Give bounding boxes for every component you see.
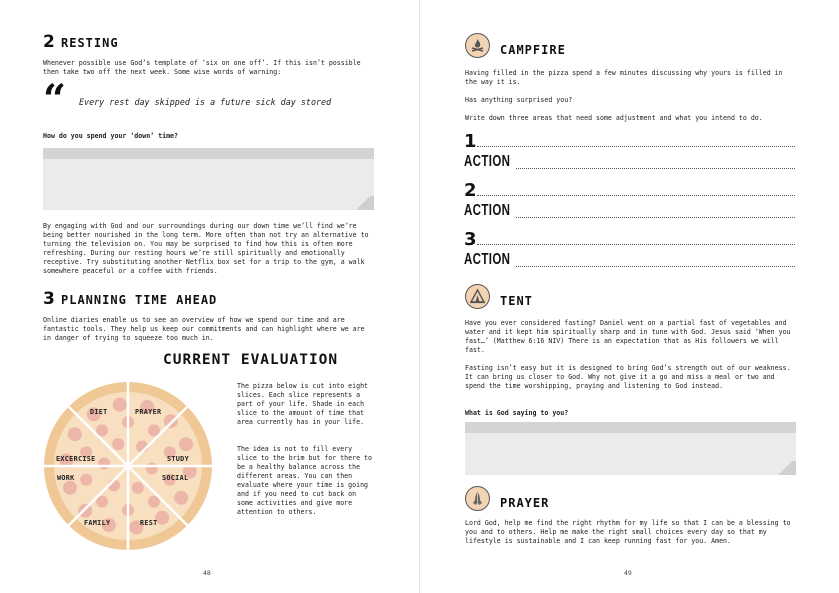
resting-body: By engaging with God and our surroundings during our down time we’ll find we’re being better nourished in the long term. More often than not try an alternative to turning the television on. You may be surprised to find how this is often more refreshing. During our resting hours we’re still spiritually and emotionally receptive. Try substituting another Netflix box set for a trip to the gym, a walk somewhere peaceful or a coffee with friends.: [43, 222, 369, 275]
pepperoni: [164, 414, 178, 428]
action-3-intent-line[interactable]: [516, 266, 795, 267]
action-1-intent-line[interactable]: [516, 168, 795, 169]
action-1-area-line[interactable]: [477, 146, 795, 147]
god-saying-question: What is God saying to you?: [465, 409, 569, 417]
pepperoni: [68, 427, 82, 441]
resting-intro: Whenever possible use God’s template of ‘six on one off’. If this isn’t possible then take two off the next week. Some wise words of warning:: [43, 59, 361, 76]
slice-label-work[interactable]: WORK: [57, 474, 75, 482]
pepperoni: [132, 482, 144, 494]
evaluation-para-1: The pizza below is cut into eight slices. Each slice represents a part of your life. Shade in each slice to the amount of time that area currently has in your life.: [237, 382, 369, 426]
prayer-body: Lord God, help me find the right rhythm for my life so that I can be a blessing to you and to others. Help me make the right small choices every day so that my lifestyle is sustainable and I can keep running fast for you. Amen.: [465, 519, 791, 545]
pepperoni: [146, 463, 158, 475]
tent-icon: [465, 284, 490, 309]
slice-label-rest[interactable]: REST: [140, 519, 158, 527]
slice-label-family[interactable]: FAMILY: [84, 519, 111, 527]
rest-quote: Every rest day skipped is a future sick day stored: [79, 97, 332, 107]
action-1-label: ACTION: [464, 153, 511, 170]
tent-para-2: Fasting isn’t easy but it is designed to bring God’s strength out of our weakness. It can bring us closer to God. Why not give it a go and miss a meal or two and spend the time worshipping, praying and listening to God instead.: [465, 364, 791, 390]
right-page: [420, 0, 839, 593]
pepperoni: [98, 458, 110, 470]
campfire-para-3: Write down three areas that need some adjustment and what you intend to do.: [465, 114, 763, 122]
slice-label-social[interactable]: SOCIAL: [162, 474, 189, 482]
page-number-left: 48: [203, 569, 211, 577]
pepperoni: [112, 438, 124, 450]
prayer-title: PRAYER: [500, 496, 550, 510]
slice-label-excercise[interactable]: EXCERCISE: [56, 455, 96, 463]
action-2-label: ACTION: [464, 202, 511, 219]
tent-title: TENT: [500, 294, 533, 308]
action-2-area-line[interactable]: [477, 195, 795, 196]
action-3-area-line[interactable]: [477, 244, 795, 245]
evaluation-title: CURRENT EVALUATION: [163, 352, 339, 368]
pepperoni: [174, 491, 188, 505]
campfire-para-1: Having filled in the pizza spend a few minutes discussing why yours is filled in the way it is.: [465, 69, 783, 86]
planning-body: Online diaries enable us to see an overview of how we spend our time and are fantastic tools. They help us keep our commitments and can highlight where we are in danger of trying to squeeze too much in.: [43, 316, 365, 342]
quote-mark-icon: “: [43, 76, 67, 123]
action-2-number: 2: [464, 180, 477, 201]
action-1-number: 1: [464, 131, 477, 152]
pepperoni: [63, 481, 77, 495]
planning-title: PLANNING TIME AHEAD: [61, 293, 218, 307]
action-2-intent-line[interactable]: [516, 217, 795, 218]
tent-para-1: Have you ever considered fasting? Daniel went on a partial fast of vegetables and water and it kept him spiritually sharp and in tune with God. Jesus said ‘When you fast…’ (Matthew 6:16 NIV) There is an expectation that as His followers we will fast.: [465, 319, 791, 354]
resting-title: RESTING: [61, 36, 119, 50]
campfire-para-2: Has anything surprised you?: [465, 96, 573, 104]
pizza-chart: [43, 381, 213, 551]
downtime-question: How do you spend your ‘down’ time?: [43, 132, 178, 140]
page-number-right: 49: [624, 569, 632, 577]
evaluation-para-2: The idea is not to fill every slice to the brim but for there to be a healthy balance across the different areas. You can then evaluate where your time is going and if you need to cut back on some activities and give more attention to others.: [237, 445, 372, 516]
pepperoni: [78, 504, 92, 518]
god-saying-answer-box[interactable]: [465, 422, 796, 475]
campfire-icon: [465, 33, 490, 58]
slice-label-prayer[interactable]: PRAYER: [135, 408, 162, 416]
slice-label-study[interactable]: STUDY: [167, 455, 189, 463]
slice-dividers: [44, 382, 212, 550]
action-3-number: 3: [464, 229, 477, 250]
praying-hands-icon: [465, 486, 490, 511]
slice-label-diet[interactable]: DIET: [90, 408, 108, 416]
pepperoni: [80, 474, 92, 486]
planning-number: 3: [43, 289, 55, 309]
campfire-title: CAMPFIRE: [500, 43, 566, 57]
downtime-answer-box[interactable]: [43, 148, 374, 210]
pepperoni: [113, 398, 127, 412]
pepperoni: [179, 437, 193, 451]
resting-number: 2: [43, 32, 55, 52]
action-3-label: ACTION: [464, 251, 511, 268]
